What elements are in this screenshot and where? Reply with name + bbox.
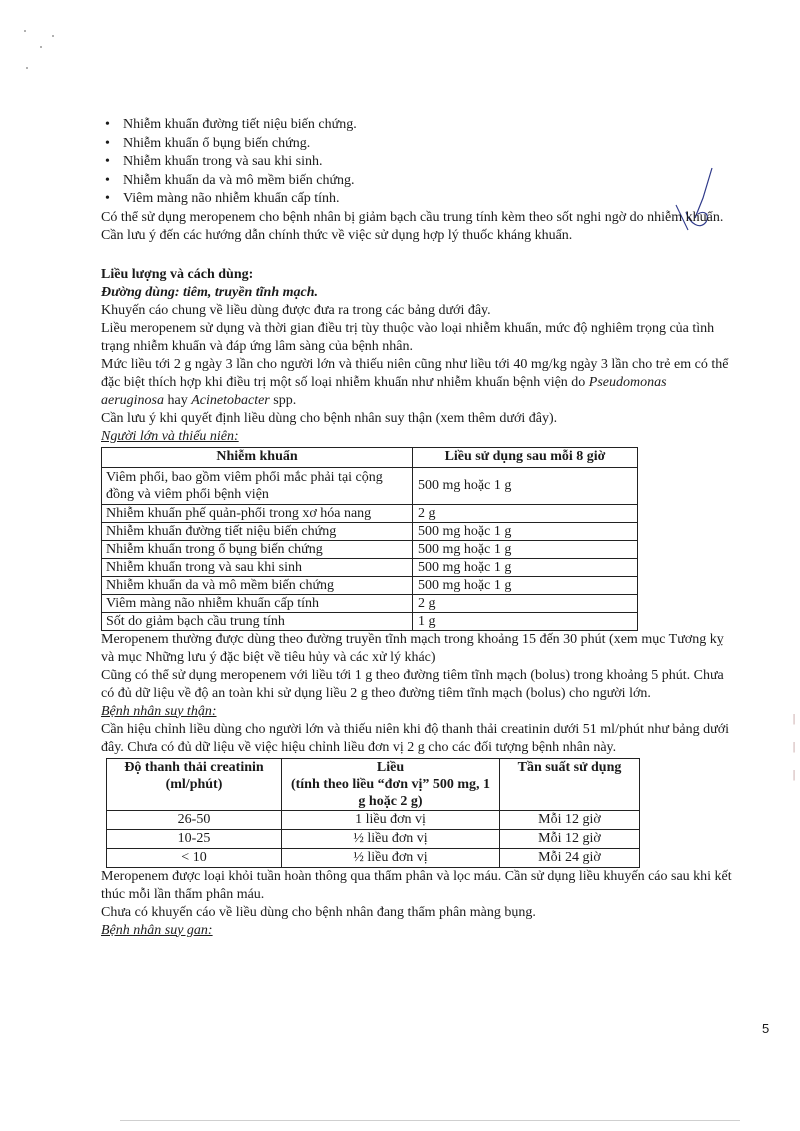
table-cell-infection: Viêm màng não nhiễm khuẩn cấp tính — [102, 594, 413, 612]
table-cell-dose: 500 mg hoặc 1 g — [413, 576, 638, 594]
paragraph-peritoneal: Chưa có khuyến cáo về liều dùng cho bệnh nhân đang thẩm phân màng bụng. — [101, 904, 536, 920]
table-cell-infection: Nhiễm khuẩn phế quản-phổi trong xơ hóa nang — [102, 504, 413, 522]
conjunction: hay — [164, 392, 192, 408]
organism-acinetobacter: Acinetobacter — [191, 392, 270, 408]
list-item: • Nhiễm khuẩn trong và sau khi sinh. — [101, 153, 733, 172]
stamp-bar: | — [792, 769, 796, 781]
header-line: (tính theo liều “đơn vị” 500 mg, 1 g hoặc 2 g) — [290, 776, 491, 809]
table-header-cell — [500, 758, 640, 810]
table-cell-clearance: < 10 — [107, 848, 282, 867]
table-row — [102, 467, 638, 504]
paragraph-bolus: Cũng có thể sử dụng meropenem với liều tới 1 g theo đường tiêm tĩnh mạch (bolus) trong khoảng 5 phút. Chưa có đủ dữ liệu về độ an toàn khi sử dụng liều 2 g theo đường tiêm tĩnh mạch (bolus) cho người lớn. — [101, 667, 724, 701]
table-row — [107, 829, 640, 848]
table-row — [102, 522, 638, 540]
section-adults-title: Người lớn và thiếu niên: — [101, 428, 239, 444]
organism-suffix: spp. — [269, 392, 297, 408]
table-cell-infection: Nhiễm khuẩn da và mô mềm biến chứng — [102, 576, 413, 594]
table-cell-dose: 1 g — [413, 612, 638, 630]
table-cell-dose: ½ liều đơn vị — [282, 848, 500, 867]
header-line: Tần suất sử dụng — [517, 759, 622, 775]
paragraph-dialysis: Meropenem được loại khỏi tuần hoàn thông qua thẩm phân và lọc máu. Cần sử dụng liều khuyến cáo sau khi kết thúc mỗi lần thẩm phân máu. — [101, 868, 732, 902]
table-cell-dose: 1 liều đơn vị — [282, 810, 500, 829]
paragraph-dose-depends: Liều meropenem sử dụng và thời gian điều trị tùy thuộc vào loại nhiễm khuẩn, mức độ nghiêm trọng của tình trạng nhiễm khuẩn và đáp ứng lâm sàng của bệnh nhân. — [101, 320, 715, 354]
header-line: (ml/phút) — [165, 776, 223, 792]
table-row — [102, 540, 638, 558]
table-row — [102, 504, 638, 522]
table-cell-infection: Viêm phổi, bao gồm viêm phổi mắc phải tại cộng đồng và viêm phổi bệnh viện — [102, 467, 413, 504]
paragraph-renal-adjust: Cần hiệu chỉnh liều dùng cho người lớn và thiếu niên khi độ thanh thải creatinin dưới 51 ml/phút như bảng dưới đây. Chưa có đủ dữ liệu về việc hiệu chỉnh liều đơn vị 2 g cho các đối tượng bệnh nhân này. — [101, 721, 730, 755]
section-renal-title: Bệnh nhân suy thận: — [101, 703, 217, 719]
table-row — [102, 594, 638, 612]
table-header-cell: Liều sử dụng sau mỗi 8 giờ — [413, 447, 638, 467]
stamp-bar: | — [792, 713, 796, 725]
page-number: 5 — [762, 1021, 770, 1036]
stamp-bar: | — [792, 741, 796, 753]
renal-dosing-table — [106, 758, 640, 868]
table-cell-dose: ½ liều đơn vị — [282, 829, 500, 848]
paragraph-neutropenia: Có thể sử dụng meropenem cho bệnh nhân bị giảm bạch cầu trung tính kèm theo sốt nghi ngờ do nhiễm khuẩn. — [101, 209, 724, 225]
table-cell-infection: Nhiễm khuẩn trong và sau khi sinh — [102, 558, 413, 576]
organism-pseudomonas: Pseudomonas aeruginosa — [101, 374, 667, 408]
section-hepatic-title: Bệnh nhân suy gan: — [101, 922, 213, 938]
indications-list — [101, 116, 733, 209]
scan-speck — [40, 46, 42, 48]
table-cell-frequency: Mỗi 12 giờ — [500, 829, 640, 848]
high-dose-text: Mức liều tới 2 g ngày 3 lần cho người lớn và thiếu niên cũng như liều tới 40 mg/kg ngày 3 lần cho trẻ em có thể đặc biệt thích hợp khi điều trị một số loại nhiễm khuẩn như nhiễm khuẩn bệnh viện do — [101, 356, 729, 390]
table-cell-infection: Sốt do giảm bạch cầu trung tính — [102, 612, 413, 630]
table-header-cell — [282, 758, 500, 810]
table-cell-dose: 500 mg hoặc 1 g — [413, 558, 638, 576]
table-cell-infection: Nhiễm khuẩn trong ổ bụng biến chứng — [102, 540, 413, 558]
table-row — [102, 558, 638, 576]
table-cell-clearance: 10-25 — [107, 829, 282, 848]
table-cell-dose: 500 mg hoặc 1 g — [413, 467, 638, 504]
table-row — [102, 576, 638, 594]
adult-dosing-table — [101, 447, 638, 631]
table-cell-frequency: Mỗi 12 giờ — [500, 810, 640, 829]
list-item: • Nhiễm khuẩn da và mô mềm biến chứng. — [101, 172, 733, 191]
scan-speck — [52, 35, 54, 37]
table-header-row — [107, 758, 640, 810]
paragraph-renal-note: Cần lưu ý khi quyết định liều dùng cho bệnh nhân suy thận (xem thêm dưới đây). — [101, 410, 558, 426]
document-body — [101, 116, 733, 940]
table-cell-dose: 500 mg hoặc 1 g — [413, 540, 638, 558]
route-subheading: Đường dùng: tiêm, truyền tĩnh mạch. — [101, 284, 318, 300]
paragraph-general-dosing: Khuyến cáo chung về liều dùng được đưa ra trong các bảng dưới đây. — [101, 302, 491, 318]
dosage-heading: Liều lượng và cách dùng: — [101, 266, 254, 282]
header-line: Độ thanh thải creatinin — [124, 759, 264, 775]
list-item: • Nhiễm khuẩn ổ bụng biến chứng. — [101, 135, 733, 154]
table-cell-infection: Nhiễm khuẩn đường tiết niệu biến chứng — [102, 522, 413, 540]
edge-stamp-fragment — [788, 705, 800, 789]
table-header-cell — [107, 758, 282, 810]
paragraph-infusion: Meropenem thường được dùng theo đường truyền tĩnh mạch trong khoảng 15 đến 30 phút (xem mục Tương kỵ và mục Những lưu ý đặc biệt về tiêu hủy và các xử lý khác) — [101, 631, 724, 665]
footer-rule — [120, 1120, 740, 1121]
table-cell-dose: 500 mg hoặc 1 g — [413, 522, 638, 540]
list-item: • Nhiễm khuẩn đường tiết niệu biến chứng. — [101, 116, 733, 135]
table-cell-frequency: Mỗi 24 giờ — [500, 848, 640, 867]
header-line: Liều — [376, 759, 405, 775]
scan-speck — [26, 67, 28, 69]
table-cell-clearance: 26-50 — [107, 810, 282, 829]
table-cell-dose: 2 g — [413, 594, 638, 612]
paragraph-guidelines: Cần lưu ý đến các hướng dẫn chính thức về việc sử dụng hợp lý thuốc kháng khuẩn. — [101, 227, 573, 243]
table-row — [107, 848, 640, 867]
table-row — [102, 612, 638, 630]
list-item: • Viêm màng não nhiễm khuẩn cấp tính. — [101, 190, 733, 209]
table-cell-dose: 2 g — [413, 504, 638, 522]
paragraph-high-dose — [101, 356, 733, 410]
table-header-row — [102, 447, 638, 467]
table-row — [107, 810, 640, 829]
scan-speck — [24, 30, 26, 32]
table-header-cell: Nhiễm khuẩn — [102, 447, 413, 467]
